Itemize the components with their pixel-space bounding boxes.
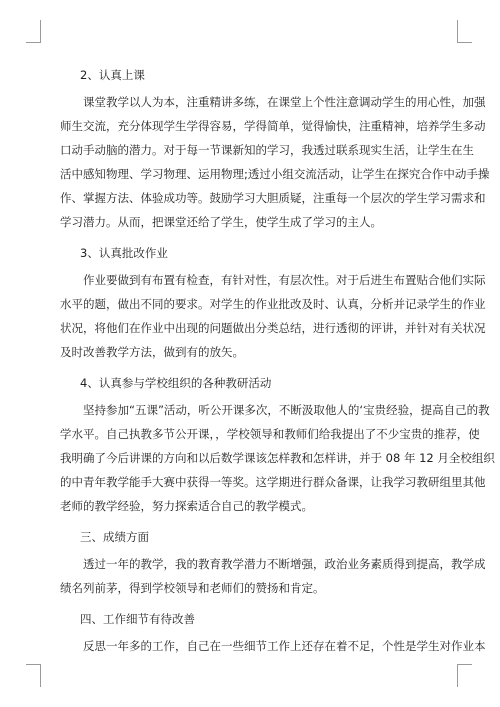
document-body	[60, 66, 495, 668]
text-line: 口动手动脑的潜力。对于每一节课新知的学习，我透过联系现实生活，让学生在生	[60, 143, 474, 157]
text-line: 学水平。自己执教多节公开课，，学校领导和教师们给我提出了不少宝贵的推荐，使	[60, 427, 480, 441]
text-line: 作业要做到有布置有检查，有针对性，有层次性。对于后进生布置贴合他们实际	[83, 273, 486, 287]
section-teaching-research	[60, 374, 495, 518]
section-homework-grading	[60, 244, 486, 364]
text-line: 老师的教学经验，努力探索适合自己的教学模式。	[60, 499, 313, 513]
paragraph	[60, 90, 490, 234]
crop-mark-bottom-right	[457, 664, 472, 687]
text-line: 活中感知物理、学习物理、运用物理;透过小组交流活动，让学生在探究合作中动手操	[60, 167, 490, 181]
crop-mark-top-left	[26, 20, 41, 43]
paragraph	[60, 398, 495, 518]
section-achievements	[60, 528, 486, 600]
text-line: 水平的题，做出不同的要求。对学生的作业批改及时、认真，分析并记录学生的作业	[60, 297, 486, 311]
section-improvements	[60, 610, 486, 658]
text-line: 及时改善教学方法，做到有的放矢。	[60, 345, 244, 359]
section-heading: 三、成绩方面	[80, 530, 149, 544]
text-line: 学习潜力。从而，把课堂还给了学生，使学生成了学习的主人。	[60, 215, 382, 229]
text-line: 作、掌握方法、体验成功等。鼓励学习大胆质疑，注重每一个层次的学生学习需求和	[60, 191, 486, 205]
section-heading: 4、认真参与学校组织的各种教研活动	[80, 376, 272, 390]
section-heading: 四、工作细节有待改善	[80, 612, 195, 626]
text-line: 绩名列前茅，得到学校领导和老师们的赞扬和肯定。	[60, 581, 325, 595]
section-heading: 3、认真批改作业	[80, 246, 168, 260]
text-line: 反思一年多的工作，自己在一些细节工作上还存在着不足，个性是学生对作业本	[83, 639, 486, 653]
section-heading: 2、认真上课	[80, 68, 145, 82]
text-line: 透过一年的教学，我的教育教学潜力不断增强，政治业务素质得到提高，教学成	[83, 557, 486, 571]
text-line: 我明确了今后讲课的方向和以后数学课该怎样教和怎样讲，并于 08 年 12 月全校组织	[60, 451, 495, 465]
paragraph	[60, 634, 486, 658]
text-line: 坚持参加“五课”活动，听公开课多次，不断汲取他人的‘宝贵经验，提高自己的教	[83, 403, 490, 417]
text-line: 课堂教学以人为本，注重精讲多练，在课堂上个性注意调动学生的用心性，加强	[83, 95, 486, 109]
section-attentive-teaching	[60, 66, 490, 234]
text-line: 师生交流，充分体现学生学得容易，学得简单，觉得愉快，注重精神，培养学生多动	[60, 119, 486, 133]
text-line: 的中青年教学能手大赛中获得一等奖。这学期进行群众备课，让我学习教研组里其他	[60, 475, 486, 489]
paragraph	[60, 552, 486, 600]
crop-mark-top-right	[457, 20, 472, 43]
text-line: 状况，将他们在作业中出现的问题做出分类总结，进行透彻的评讲，并针对有关状况	[60, 321, 486, 335]
paragraph	[60, 268, 486, 364]
crop-mark-bottom-left	[26, 664, 41, 687]
